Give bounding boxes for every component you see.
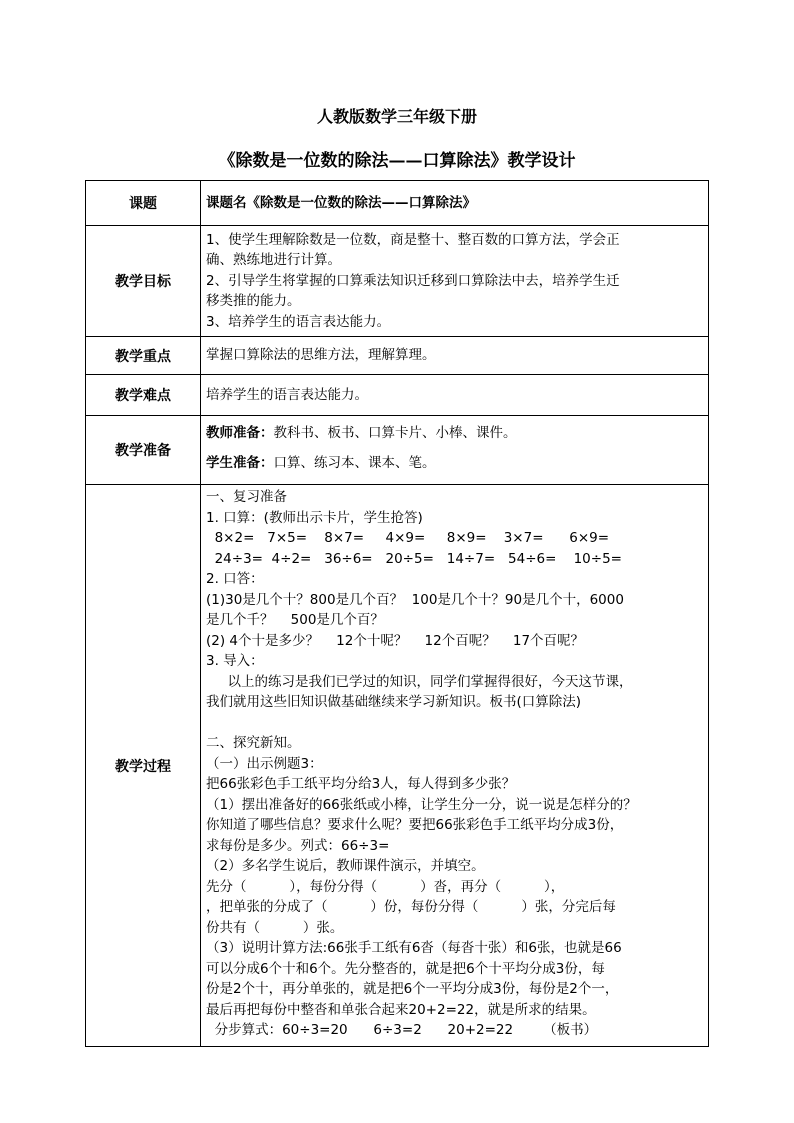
process-line: 份是2个十，再分单张的，就是把6个一平均分成3份，每份是2个一， [206, 981, 619, 997]
process-line: 8×2= 7×5= 8×7= 4×9= 8×9= 3×7= 6×9= [206, 530, 610, 546]
process-content [201, 485, 709, 1047]
teacher-preparation [206, 423, 704, 444]
page-subtitle: 《除数是一位数的除法——口算除法》教学设计 [218, 151, 576, 171]
process-line: 先分（ ），每份分得（ ）沓，再分（ ）， [206, 878, 565, 895]
process-line: （一）出示例题3： [206, 755, 323, 772]
teacher-preparation-label: 教师准备： [206, 425, 274, 441]
table-row-topic [86, 181, 709, 226]
process-line: （2）多名学生说后，教师课件演示，并填空。 [206, 858, 485, 874]
preparation-content [201, 416, 709, 485]
goals-line: 3、培养学生的语言表达能力。 [206, 313, 391, 330]
process-line: 一、复习准备 [206, 489, 287, 505]
process-line: 24÷3= 4÷2= 36÷6= 20÷5= 14÷7= 54÷6= 10÷5= [206, 550, 622, 567]
student-preparation-value: 口算、练习本、课本、笔。 [273, 454, 436, 471]
topic-value: 课题名《除数是一位数的除法——口算除法》 [201, 181, 709, 226]
table-row-key [86, 337, 709, 375]
table-row-preparation [86, 416, 709, 485]
topic-label: 课题 [86, 181, 201, 226]
process-line: （3）说明计算方法:66张手工纸有6沓（每沓十张）和6张，也就是66 [206, 940, 622, 956]
teacher-preparation-value: 教科书、板书、口算卡片、小棒、课件。 [273, 425, 517, 441]
table-row-process [86, 485, 709, 1047]
goals-content [201, 226, 709, 337]
process-line: 3. 导入： [206, 653, 264, 669]
process-line: 分步算式：60÷3=20 6÷3=2 20+2=22 （板书） [206, 1022, 598, 1038]
process-line: 份共有（ ）张。 [206, 919, 344, 936]
goals-line: 移类推的能力。 [206, 293, 301, 310]
process-line: 2. 口答： [206, 571, 264, 587]
process-line: 求每份是多少。列式：66÷3= [206, 837, 390, 854]
table-row-goals [86, 226, 709, 337]
table-row-difficulty [86, 375, 709, 416]
process-label: 教学过程 [86, 485, 201, 1047]
process-line: 把66张彩色手工纸平均分给3人，每人得到多少张？ [206, 776, 516, 792]
process-line: （1）摆出准备好的66张纸或小棒，让学生分一分，说一说是怎样分的？ [206, 796, 637, 813]
preparation-label: 教学准备 [86, 416, 201, 485]
process-line: 我们就用这些旧知识做基础继续来学习新知识。板书(口算除法) [206, 694, 582, 710]
key-label: 教学重点 [86, 337, 201, 375]
difficulty-label: 教学难点 [86, 375, 201, 416]
goals-label: 教学目标 [86, 226, 201, 337]
process-line: (1)30是几个十？800是几个百？ 100是几个十？90是几个十，6000 [206, 591, 624, 608]
lesson-plan-table [85, 180, 709, 1047]
goals-line: 1、使学生理解除数是一位数，商是整十、整百数的口算方法，学会正 [206, 231, 620, 248]
process-line: 1. 口算：(教师出示卡片，学生抢答) [206, 509, 423, 526]
process-line: 最后再把每份中整沓和单张合起来20+2=22，就是所求的结果。 [206, 1001, 596, 1018]
process-line: 二、探究新知。 [206, 735, 301, 751]
process-line: 你知道了哪些信息？要求什么呢？要把66张彩色手工纸平均分成3份， [206, 817, 624, 833]
process-line: 是几个千？ 500是几个百？ [206, 612, 384, 628]
student-preparation [206, 453, 704, 474]
page-title: 人教版数学三年级下册 [316, 107, 477, 126]
goals-line: 确、熟练地进行计算。 [206, 252, 341, 269]
student-preparation-label: 学生准备： [206, 454, 274, 471]
difficulty-value: 培养学生的语言表达能力。 [201, 375, 709, 416]
process-line: 可以分成6个十和6个。先分整沓的，就是把6个十平均分成3份，每 [206, 960, 605, 977]
key-value: 掌握口算除法的思维方法，理解算理。 [201, 337, 709, 375]
goals-line: 2、引导学生将掌握的口算乘法知识迁移到口算除法中去，培养学生迁 [206, 272, 620, 289]
process-line [206, 713, 704, 734]
process-line: 以上的练习是我们已学过的知识，同学们掌握得很好，今天这节课， [206, 673, 633, 690]
process-line: (2) 4个十是多少？ 12个十呢？ 12个百呢？ 17个百呢？ [206, 632, 585, 649]
process-line: ，把单张的分成了（ ）份，每份分得（ ）张，分完后每 [206, 899, 616, 915]
